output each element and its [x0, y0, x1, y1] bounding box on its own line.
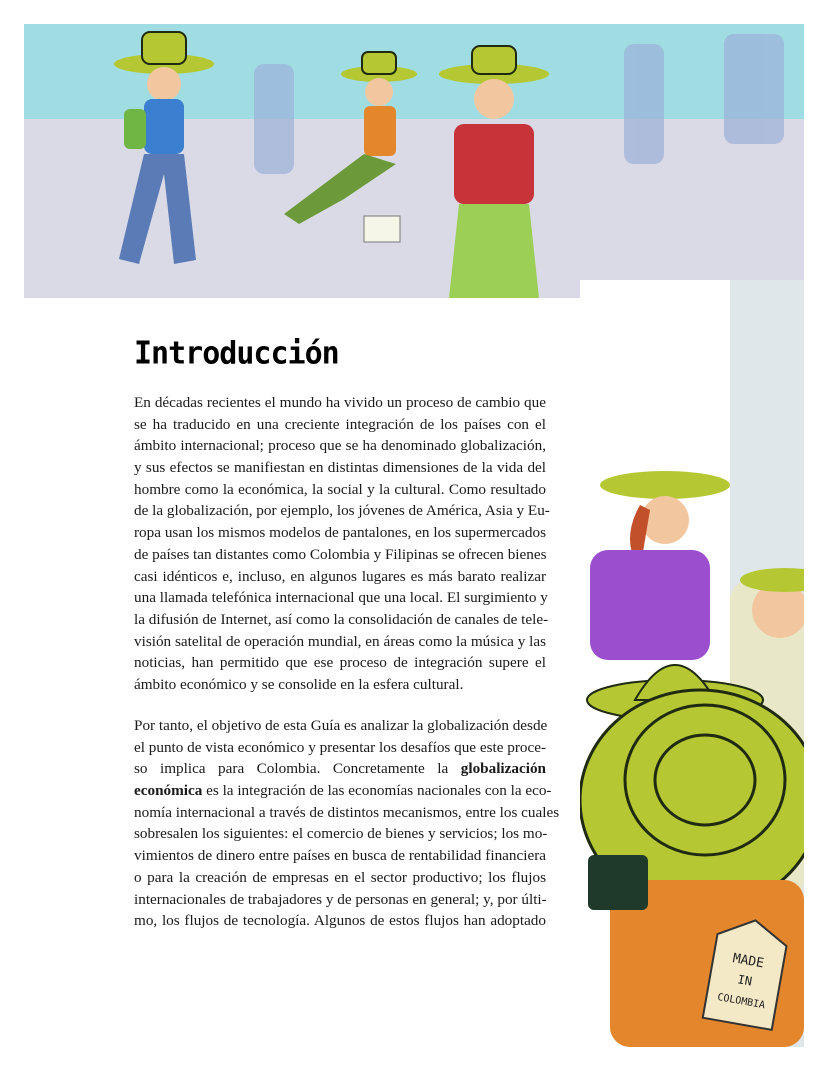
- text-line: internacionales de trabajadores y de personas en general; y, por últi-: [134, 890, 547, 908]
- text-line: de países tan distantes como Colombia y Filipinas se ofrecen bienes: [134, 545, 547, 563]
- text-line: la difusión de Internet, así como la consolidación de canales de tele-: [134, 610, 549, 628]
- text-line: ámbito internacional; proceso que se ha denominado globalización,: [134, 437, 546, 455]
- text-span: so implica para Colombia. Concretamente la: [134, 760, 461, 778]
- bold-term: económica: [134, 782, 203, 800]
- text-line: En décadas recientes el mundo ha vivido un proceso de cambio que: [134, 394, 546, 411]
- text-line: visión satelital de operación mundial, en áreas como la música y las: [134, 632, 546, 650]
- camera: [588, 855, 648, 910]
- intro-paragraph-2: [134, 715, 560, 932]
- text-line: noticias, han permitido que ese proceso de integración supere el: [134, 654, 546, 672]
- text-line: [134, 780, 552, 802]
- text-line: el punto de vista económico y presentar los desafíos que este proce-: [134, 738, 547, 756]
- text-line: una llamada telefónica internacional que una local. El surgimiento y: [134, 589, 548, 607]
- text-line: o para la creación de empresas en el sector productivo; los flujos: [134, 868, 546, 886]
- text-line: se ha traducido en una creciente integración de los países con el: [134, 415, 546, 433]
- text-line: Por tanto, el objetivo de esta Guía es analizar la globalización desde: [134, 717, 548, 734]
- banner-illustration: [24, 24, 804, 298]
- intro-paragraph-1: [134, 392, 550, 696]
- text-line: nomía internacional a través de distintos mecanismos, entre los cuales: [134, 803, 560, 821]
- text-line: [134, 758, 546, 780]
- text-line: ropa usan los mismos modelos de pantalones, en los supermercados: [134, 524, 546, 542]
- text-line: sobresalen los siguientes: el comercio de bienes y servicios; los mo-: [134, 825, 548, 843]
- svg-text:COLOMBIA: COLOMBIA: [716, 992, 766, 1012]
- text-line: mo, los flujos de tecnología. Algunos de estos flujos han adoptado: [134, 912, 546, 930]
- text-line: y sus efectos se manifiestan en distintas dimensiones de la vida del: [134, 459, 546, 477]
- text-line: casi idénticos e, incluso, en algunos lugares es más barato realizar: [134, 567, 546, 585]
- section-title: Introducción: [134, 335, 339, 372]
- svg-text:MADE: MADE: [731, 951, 765, 972]
- bold-term: globalización: [460, 760, 546, 778]
- text-span: es la integración de las economías nacionales con la eco-: [202, 782, 552, 800]
- side-illustration: [580, 280, 804, 1047]
- svg-text:IN: IN: [736, 972, 754, 989]
- text-line: de la globalización, por ejemplo, los jóvenes de América, Asia y Eu-: [134, 502, 550, 520]
- text-line: ámbito económico y se consolide en la esfera cultural.: [134, 675, 464, 693]
- text-line: hombre como la económica, la social y la cultural. Como resultado: [134, 480, 546, 498]
- text-line: vimientos de dinero entre países en busca de rentabilidad financiera: [134, 847, 546, 865]
